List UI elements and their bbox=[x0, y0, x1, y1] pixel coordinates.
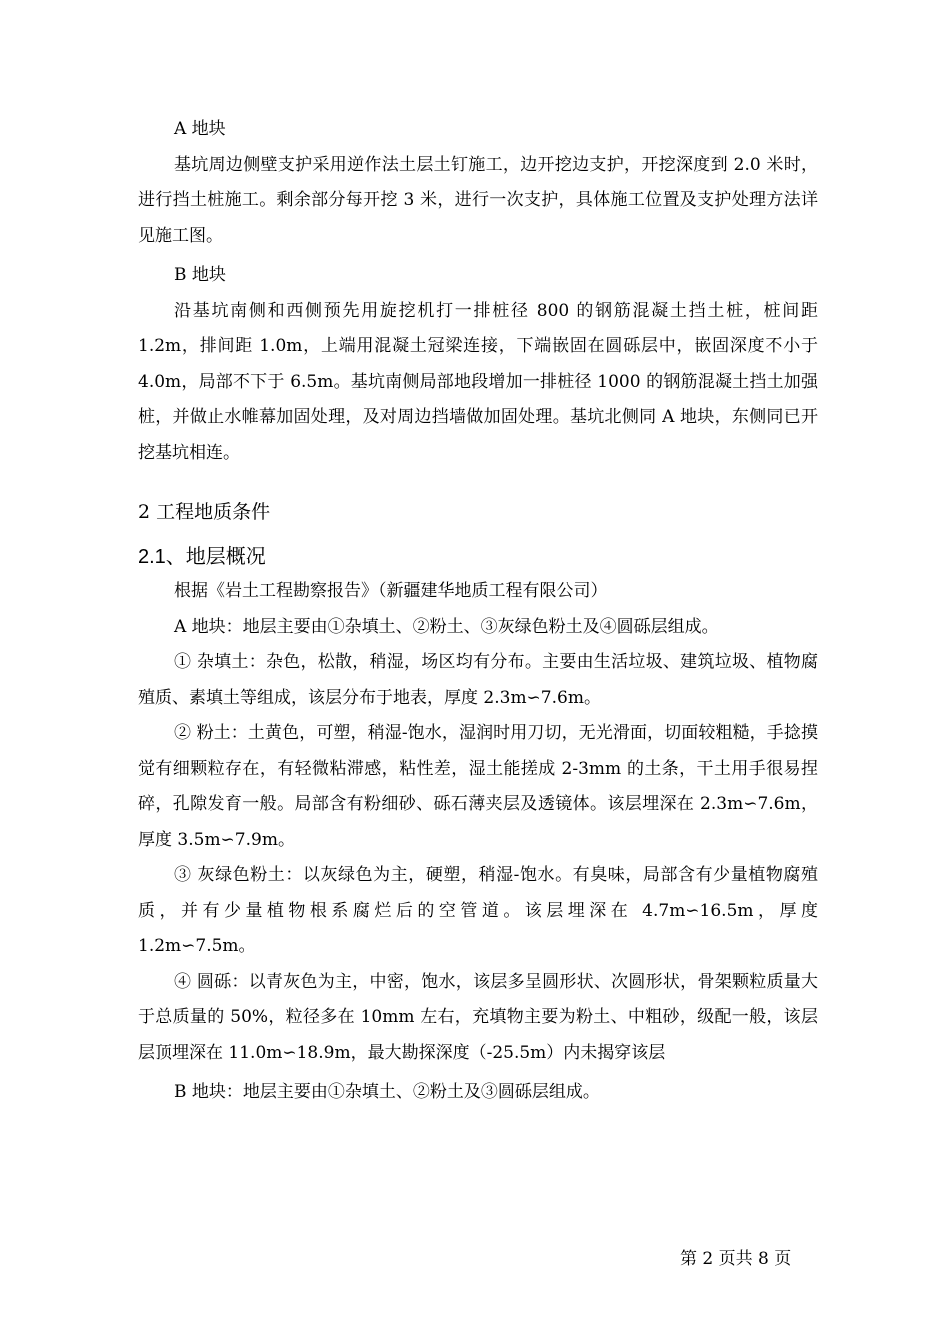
block-a-layers-paragraph: A 地块：地层主要由①杂填土、②粉土、③灰绿色粉土及④圆砾层组成。 bbox=[174, 616, 719, 637]
block-b-paragraph: 沿基坑南侧和西侧预先用旋挖机打一排桩径 800 的钢筋混凝土挡土桩，桩间距 1.2m，排间距 1.0m，上端用混凝土冠梁连接，下端嵌固在圆砾层中，嵌固深度不小于 4.0m，局部不下于 6.5m。基坑南侧局部地段增加一排桩径 1000 的钢筋混凝土挡土加强桩，并做止水帷幕加固处理，及对周边挡墙做加固处理。基坑北侧同 A 地块，东侧同已开挖基坑相连。 bbox=[138, 300, 818, 463]
layer-1-paragraph: ① 杂填土：杂色，松散，稍湿，场区均有分布。主要由生活垃圾、建筑垃圾、植物腐殖质、素填土等组成，该层分布于地表，厚度 2.3m∽7.6m。 bbox=[138, 652, 818, 708]
layer-2-paragraph: ② 粉土：土黄色，可塑，稍湿-饱水，湿润时用刀切，无光滑面，切面较粗糙，手捻摸觉有细颗粒存在，有轻微粘滞感，粘性差，湿土能搓成 2-3mm 的土条，干土用手很易捏碎，孔隙发育一般。局部含有粉细砂、砾石薄夹层及透镜体。该层埋深在 2.3m∽7.6m，厚度 3.5m∽7.9m。 bbox=[138, 723, 818, 850]
block-a-heading: A 地块 bbox=[174, 119, 226, 139]
page-content bbox=[138, 112, 818, 1111]
block-b-layers-paragraph: B 地块：地层主要由①杂填土、②粉土及③圆砾层组成。 bbox=[174, 1082, 600, 1102]
source-paragraph: 根据《岩土工程勘察报告》（新疆建华地质工程有限公司） bbox=[174, 581, 608, 601]
block-a-paragraph: 基坑周边侧壁支护采用逆作法土层土钉施工，边开挖边支护，开挖深度到 2.0 米时，进行挡土桩施工。剩余部分每开挖 3 米，进行一次支护，具体施工位置及支护处理方法详见施工图。 bbox=[138, 154, 818, 246]
section-heading-2-1: 2.1、地层概况 bbox=[138, 546, 266, 568]
layer-4-paragraph: ④ 圆砾：以青灰色为主，中密，饱水，该层多呈圆形状、次圆形状，骨架颗粒质量大于总质量的 50%，粒径多在 10mm 左右，充填物主要为粉土、中粗砂，级配一般，该层层顶埋深在 11.0m∽18.9m，最大勘探深度（-25.5m）内未揭穿该层 bbox=[138, 971, 818, 1063]
section-heading-2: 2 工程地质条件 bbox=[138, 501, 271, 523]
layer-3-paragraph: ③ 灰绿色粉土：以灰绿色为主，硬塑，稍湿-饱水。有臭味，局部含有少量植物腐殖质，并有少量植物根系腐烂后的空管道。该层埋深在 4.7m∽16.5m，厚度 1.2m∽7.5m。 bbox=[138, 865, 818, 956]
block-b-heading: B 地块 bbox=[174, 265, 226, 285]
page-number-footer: 第 2 页共 8 页 bbox=[680, 1249, 792, 1269]
